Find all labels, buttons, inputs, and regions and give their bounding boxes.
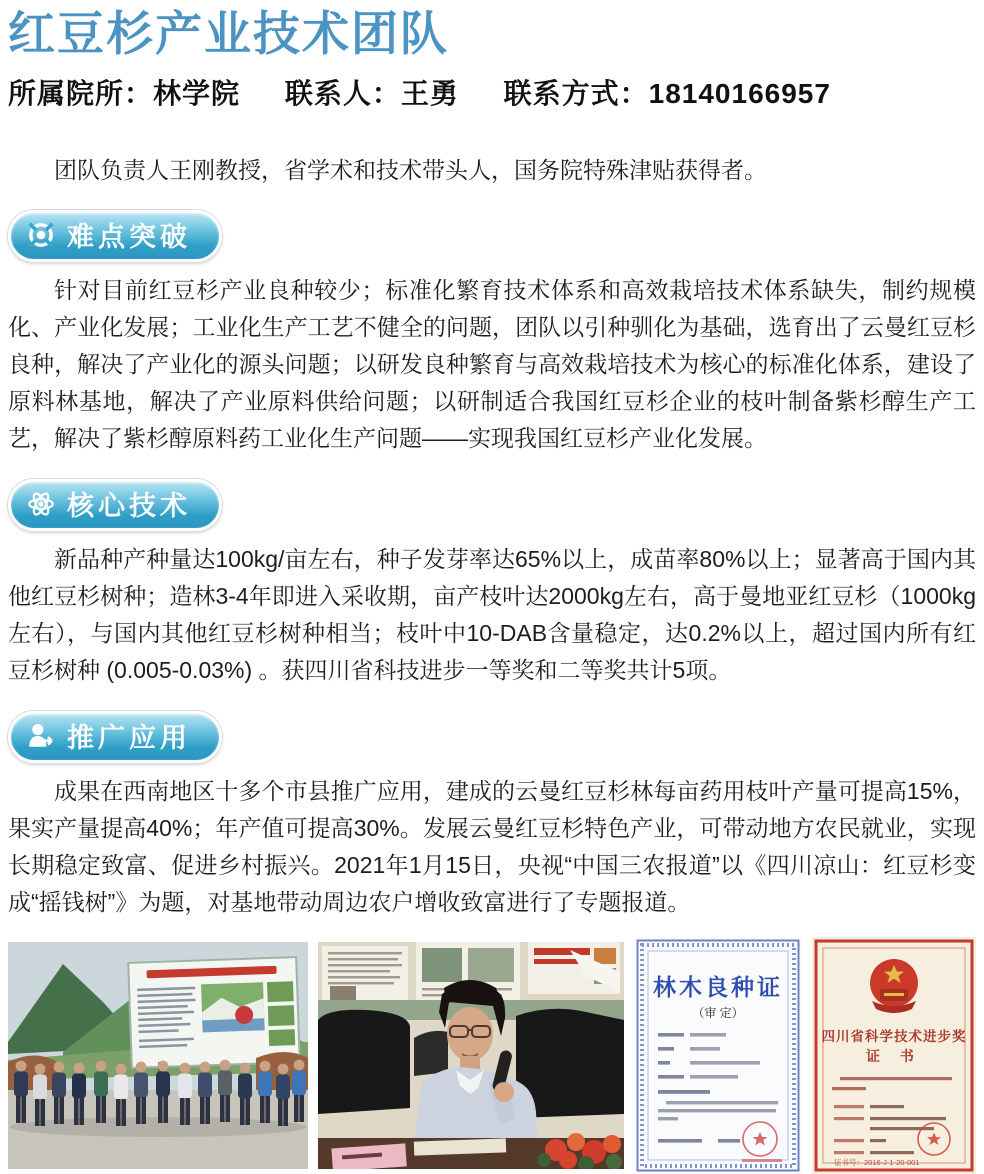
intro-paragraph: 团队负责人王刚教授，省学术和技术带头人，国务院特殊津贴获得者。 — [54, 156, 767, 183]
affiliation-value: 林学院 — [153, 77, 241, 109]
seed-certificate-title: 林木良种证 — [653, 973, 783, 1000]
speaker-photo — [318, 942, 624, 1169]
badge-core-tech — [8, 479, 222, 531]
contact-line — [8, 72, 976, 112]
target-icon — [26, 220, 56, 250]
badge-difficulty — [8, 210, 222, 262]
affiliation-label: 所属院所： — [8, 77, 154, 109]
certificate-footer-left — [658, 1139, 740, 1143]
badge-label: 推广应用 — [67, 723, 191, 754]
badge-label: 核心技术 — [67, 491, 191, 522]
award-certificate-line2: 证 书 — [866, 1047, 922, 1064]
people-row — [14, 1059, 306, 1125]
section-difficulty — [8, 210, 976, 262]
section-promotion — [8, 711, 976, 763]
page-title: 红豆杉产业技术团队 — [8, 7, 449, 60]
group-photo — [8, 942, 308, 1169]
promotion-paragraph: 成果在西南地区十多个市县推广应用，建成的云曼红豆杉林每亩药用枝叶产量可提高15%，果实产量提高40%；年产值可提高30%。发展云曼红豆杉特色产业，可带动地方农民就业，实现长期稳定致富、促进乡村振兴。2021年1月15日，央视“中国三农报道”以《四川凉山：红豆杉变成“摇钱树”》为题，对基地带动周边农户增收致富进行了专题报道。 — [8, 777, 976, 915]
award-certificate — [812, 937, 976, 1174]
atom-icon — [26, 489, 56, 519]
user-arrow-icon — [26, 721, 56, 751]
section-core-tech — [8, 479, 976, 531]
seed-certificate-subtitle: （审 定） — [692, 1005, 744, 1020]
contact-label: 联系人： — [284, 77, 401, 109]
seed-certificate — [634, 937, 802, 1174]
award-certificate-number: 证书号：2016-J-1-20-001 — [834, 1157, 920, 1167]
affiliation — [8, 78, 240, 109]
contact-value: 王勇 — [400, 77, 459, 109]
billboard — [128, 957, 300, 1068]
contact-phone — [504, 78, 831, 109]
core-tech-paragraph: 新品种产种量达100kg/亩左右，种子发芽率达65%以上，成苗率80%以上；显著高于国内其他红豆杉树种；造林3-4年即进入采收期，亩产枝叶达2000kg左右，高于曼地亚红豆杉（1000kg左右），与国内其他红豆杉树种相当；枝叶中10-DAB含量稳定，达0.2%以上，超过国内所有红豆杉树种 (0.005-0.03%) 。获四川省科技进步一等奖和二等奖共计5项。 — [8, 545, 976, 683]
national-emblem — [870, 959, 918, 1013]
photo-strip — [8, 937, 976, 1174]
phone-value: 18140166957 — [648, 77, 831, 109]
badge-label: 难点突破 — [67, 222, 191, 253]
contact-person — [285, 78, 459, 109]
phone-label: 联系方式： — [503, 77, 649, 109]
difficulty-paragraph: 针对目前红豆杉产业良种较少；标准化繁育技术体系和高效栽培技术体系缺失，制约规模化、产业化发展；工业化生产工艺不健全的问题，团队以引种驯化为基础，选育出了云曼红豆杉良种，解决了产业化的源头问题；以研发良种繁育与高效栽培技术为核心的标准化体系，建设了原料林基地，解决了产业原料供给问题；以研制适合我国红豆杉企业的枝叶制备紫杉醇生产工艺，解决了紫杉醇原料药工业化生产问题——实现我国红豆杉产业化发展。 — [8, 276, 976, 451]
badge-promotion — [8, 711, 222, 763]
award-certificate-title: 四川省科学技术进步奖 — [821, 1028, 967, 1044]
